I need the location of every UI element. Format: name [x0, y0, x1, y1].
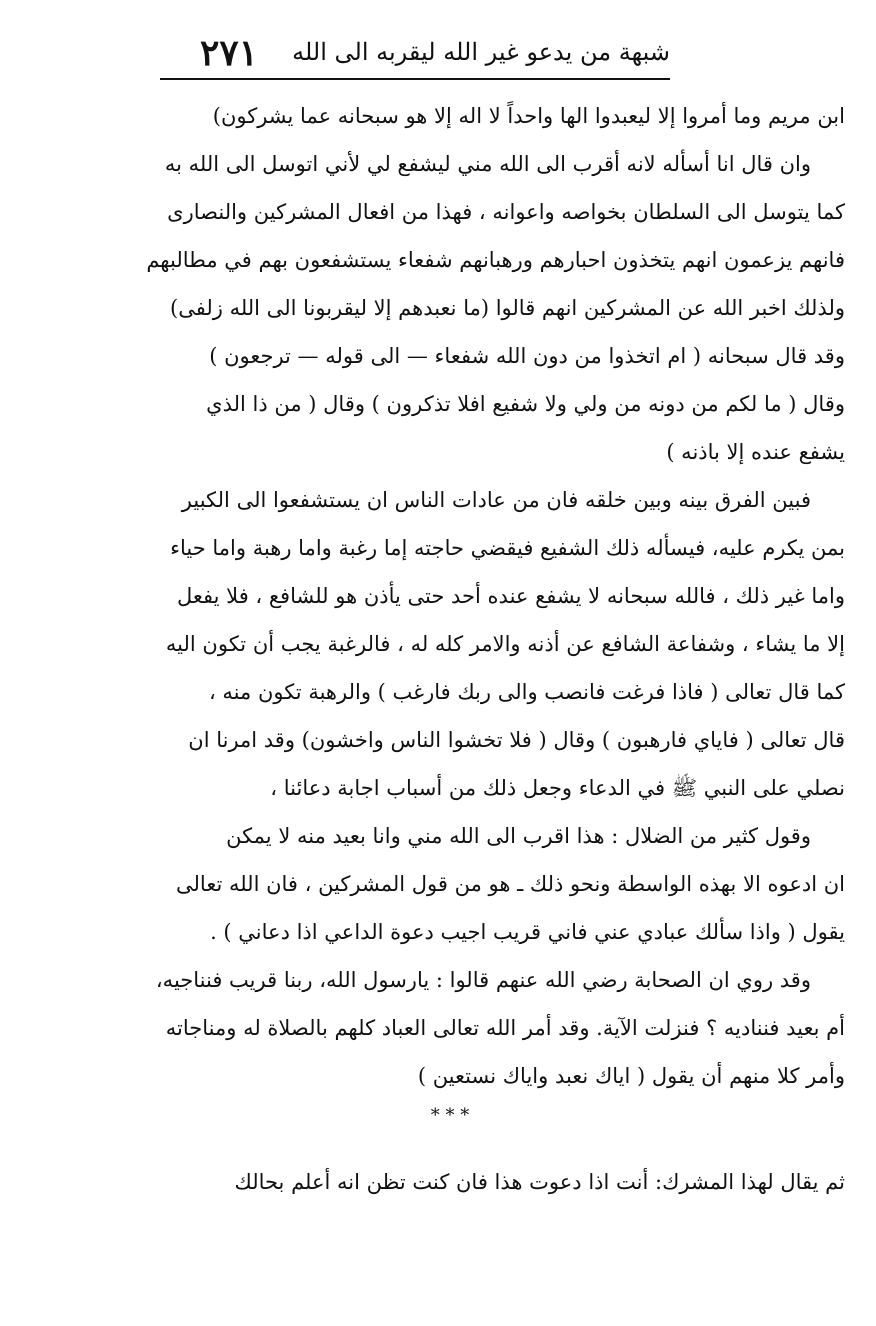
text-line: وقال ( ما لكم من دونه من ولي ولا شفيع افلا تذكرون ) وقال ( من ذا الذي [206, 392, 845, 416]
text-line: أم بعيد فنناديه ؟ فنزلت الآية. وقد أمر الله تعالى العباد كلهم بالصلاة له ومناجاته [165, 1016, 845, 1040]
text-line: واما غير ذلك ، فالله سبحانه لا يشفع عنده أحد حتى يأذن هو للشافع ، فلا يفعل [177, 584, 845, 608]
text-line: وقول كثير من الضلال : هذا اقرب الى الله مني وانا بعيد منه لا يمكن [226, 824, 811, 848]
text-line: ان ادعوه الا بهذه الواسطة ونحو ذلك ـ هو من قول المشركين ، فان الله تعالى [176, 872, 845, 896]
text-line: فانهم يزعمون انهم يتخذون احبارهم ورهبانهم شفعاء يستشفعون بهم في مطالبهم [146, 248, 845, 272]
text-line: ابن مريم وما أمروا إلا ليعبدوا الها واحداً لا اله إلا هو سبحانه عما يشركون) [212, 104, 845, 128]
text-line: وقد روي ان الصحابة رضي الله عنهم قالوا : يارسول الله، ربنا قريب فنناجيه، [155, 968, 811, 992]
text-line: نصلي على النبي ﷺ في الدعاء وجعل ذلك من أسباب اجابة دعائنا ، [270, 776, 845, 800]
text-line: يشفع عنده إلا باذنه ) [666, 440, 845, 464]
text-line: يقول ( واذا سألك عبادي عني فاني قريب اجيب دعوة الداعي اذا دعاني ) . [210, 920, 845, 944]
running-title: شبهة من يدعو غير الله ليقربه الى الله [292, 38, 670, 66]
header-rule [160, 78, 670, 80]
text-line: وأمر كلا منهم أن يقول ( اياك نعبد واياك نستعين ) [417, 1064, 845, 1088]
section-ornament: * * * [430, 1105, 470, 1126]
body-text [140, 92, 845, 1100]
page-header [160, 32, 670, 78]
text-line: بمن يكرم عليه، فيسأله ذلك الشفيع فيقضي حاجته إما رغبة واما رهبة واما حياء [170, 536, 845, 560]
text-line: كما يتوسل الى السلطان بخواصه واعوانه ، فهذا من افعال المشركين والنصارى [167, 200, 845, 224]
text-line: إلا ما يشاء ، وشفاعة الشافع عن أذنه والامر كله له ، فالرغبة يجب أن تكون اليه [165, 632, 845, 656]
page-number: ٢٧١ [200, 32, 259, 74]
text-line: ثم يقال لهذا المشرك: أنت اذا دعوت هذا فان كنت تظن انه أعلم بحالك [234, 1170, 845, 1194]
text-line: وان قال انا أسأله لانه أقرب الى الله مني ليشفع لي لأني اتوسل الى الله به [164, 152, 811, 176]
text-line: ولذلك اخبر الله عن المشركين انهم قالوا (ما نعبدهم إلا ليقربونا الى الله زلفى) [170, 296, 845, 320]
text-line: قال تعالى ( فاياي فارهبون ) وقال ( فلا تخشوا الناس واخشون) وقد امرنا ان [188, 728, 845, 752]
text-line: فبين الفرق بينه وبين خلقه فان من عادات الناس ان يستشفعوا الى الكبير [181, 488, 811, 512]
text-line: وقد قال سبحانه ( ام اتخذوا من دون الله شفعاء — الى قوله — ترجعون ) [209, 344, 845, 368]
text-line: كما قال تعالى ( فاذا فرغت فانصب والى ربك فارغب ) والرهبة تكون منه ، [208, 680, 845, 704]
